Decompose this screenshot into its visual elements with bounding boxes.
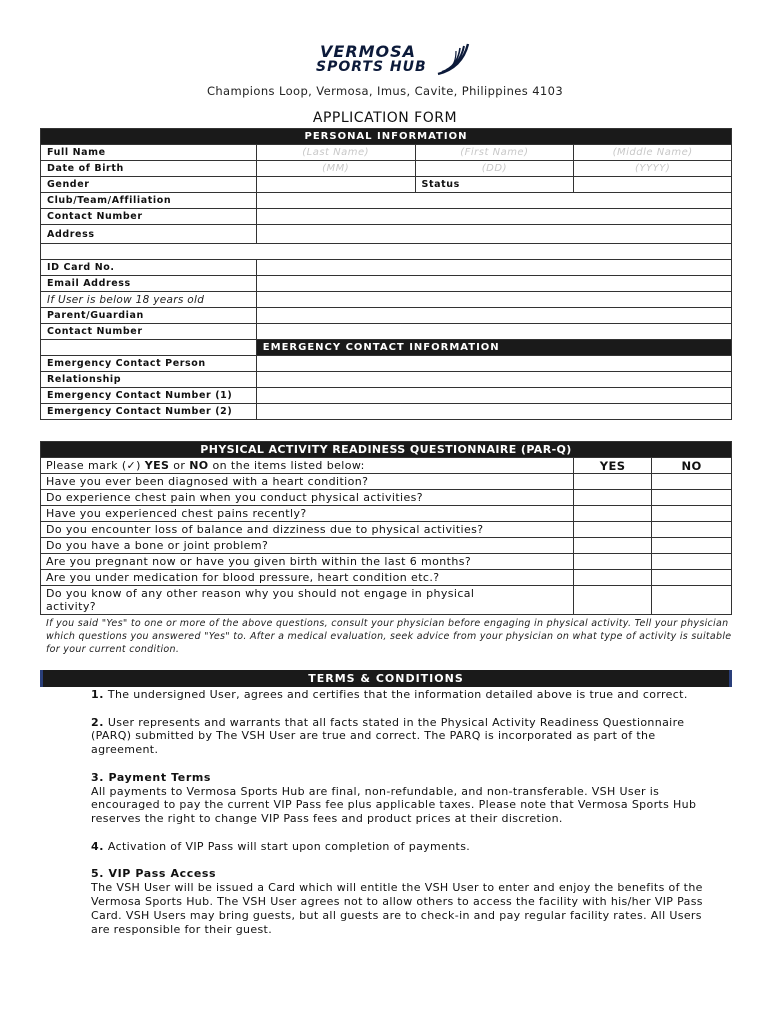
emergency-header-left bbox=[41, 340, 257, 356]
no-checkbox[interactable] bbox=[652, 570, 732, 586]
dob-month-field[interactable]: (MM) bbox=[256, 161, 415, 177]
no-checkbox[interactable] bbox=[652, 490, 732, 506]
yes-column-header: YES bbox=[574, 458, 652, 474]
term-3-title: 3. Payment Terms bbox=[91, 770, 212, 784]
term-5 bbox=[91, 867, 716, 936]
emergency-contact-header: EMERGENCY CONTACT INFORMATION bbox=[256, 340, 731, 356]
last-name-field[interactable]: (Last Name) bbox=[256, 145, 415, 161]
term-3 bbox=[91, 771, 716, 826]
relationship-field[interactable] bbox=[256, 372, 731, 388]
email-field[interactable] bbox=[256, 276, 731, 292]
parq-header: PHYSICAL ACTIVITY READINESS QUESTIONNAIRE (PAR-Q) bbox=[41, 442, 732, 458]
yes-checkbox[interactable] bbox=[574, 490, 652, 506]
full-name-label: Full Name bbox=[41, 145, 257, 161]
term-4-text: Activation of VIP Pass will start upon completion of payments. bbox=[104, 839, 471, 853]
term-4 bbox=[91, 840, 716, 854]
middle-name-field[interactable]: (Middle Name) bbox=[574, 145, 732, 161]
parq-table bbox=[40, 441, 732, 615]
yes-checkbox[interactable] bbox=[574, 586, 652, 615]
club-label: Club/Team/Affiliation bbox=[41, 193, 257, 209]
address-line: Champions Loop, Vermosa, Imus, Cavite, Philippines 4103 bbox=[206, 84, 564, 98]
terms-body bbox=[91, 688, 716, 950]
personal-information-table bbox=[40, 128, 732, 420]
parq-question: Do experience chest pain when you conduct physical activities? bbox=[41, 490, 574, 506]
contact-number-label: Contact Number bbox=[41, 209, 257, 225]
address-field-line2[interactable] bbox=[41, 244, 732, 260]
status-label: Status bbox=[415, 177, 574, 193]
gender-label: Gender bbox=[41, 177, 257, 193]
instruction-yes: YES bbox=[144, 459, 170, 472]
yes-checkbox[interactable] bbox=[574, 506, 652, 522]
parq-note: If you said "Yes" to one or more of the above questions, consult your physician before engaging in physical activity. Tell your physician which questions you answered "Yes" to. After a medical evaluation, seek advice from your physician on what type of activity is suitable for your current condition. bbox=[46, 618, 732, 655]
address-label: Address bbox=[41, 225, 257, 244]
term-1-text: The undersigned User, agrees and certifies that the information detailed above is true and correct. bbox=[104, 688, 688, 701]
relationship-label: Relationship bbox=[41, 372, 257, 388]
instruction-pre: Please mark (✓) bbox=[46, 459, 145, 472]
parent-guardian-field[interactable] bbox=[256, 308, 731, 324]
yes-checkbox[interactable] bbox=[574, 538, 652, 554]
personal-information-header: PERSONAL INFORMATION bbox=[41, 129, 732, 145]
yes-checkbox[interactable] bbox=[574, 474, 652, 490]
logo-line1: VERMOSA bbox=[320, 42, 417, 61]
emergency-number2-label: Emergency Contact Number (2) bbox=[41, 404, 257, 420]
dob-year-field[interactable]: (YYYY) bbox=[574, 161, 732, 177]
no-column-header: NO bbox=[652, 458, 732, 474]
contact-number-field[interactable] bbox=[256, 209, 731, 225]
gender-field[interactable] bbox=[256, 177, 415, 193]
parq-question: Have you ever been diagnosed with a heart condition? bbox=[41, 474, 574, 490]
term-3-text: All payments to Vermosa Sports Hub are final, non-refundable, and non-transferable. VSH User is encouraged to pay the current VIP Pass fee plus applicable taxes. Please note that Vermosa Sports Hub reserves the right to change VIP Pass fees and product prices at their discretion. bbox=[91, 784, 697, 826]
term-5-title: 5. VIP Pass Access bbox=[91, 867, 217, 881]
term-2-number: 2. bbox=[91, 715, 105, 729]
yes-checkbox[interactable] bbox=[574, 522, 652, 538]
status-field[interactable] bbox=[574, 177, 732, 193]
address-field-line1[interactable] bbox=[256, 225, 731, 244]
emergency-number1-label: Emergency Contact Number (1) bbox=[41, 388, 257, 404]
term-5-text: The VSH User will be issued a Card which will entitle the VSH User to enter and enjoy the benefits of the Vermosa Sports Hub. The VSH User agrees not to allow others to access the facility with his/her VIP Pass Card. VSH Users may bring guests, but all guests are to check-in and pay regular facility rates. All Users are responsible for their guest. bbox=[91, 881, 703, 936]
term-4-number: 4. bbox=[91, 839, 105, 853]
parq-question: Do you encounter loss of balance and dizziness due to physical activities? bbox=[41, 522, 574, 538]
parent-contact-label: Contact Number bbox=[41, 324, 257, 340]
parq-question: Have you experienced chest pains recently? bbox=[41, 506, 574, 522]
terms-header: TERMS & CONDITIONS bbox=[40, 670, 732, 687]
term-2-text: User represents and warrants that all facts stated in the Physical Activity Readiness Questionnaire (PARQ) submitted by The VSH User are true and correct. The PARQ is incorporated as part of the agreement. bbox=[91, 715, 685, 757]
logo-line2: SPORTS HUB bbox=[316, 59, 427, 75]
emergency-person-label: Emergency Contact Person bbox=[41, 356, 257, 372]
no-checkbox[interactable] bbox=[652, 554, 732, 570]
id-card-label: ID Card No. bbox=[41, 260, 257, 276]
dob-day-field[interactable]: (DD) bbox=[415, 161, 574, 177]
no-checkbox[interactable] bbox=[652, 586, 732, 615]
term-1-number: 1. bbox=[91, 688, 105, 701]
no-checkbox[interactable] bbox=[652, 522, 732, 538]
id-card-field[interactable] bbox=[256, 260, 731, 276]
no-checkbox[interactable] bbox=[652, 506, 732, 522]
parq-question: Do you know of any other reason why you should not engage in physical activity? bbox=[41, 586, 574, 615]
instruction-mid: or bbox=[169, 459, 190, 472]
yes-checkbox[interactable] bbox=[574, 554, 652, 570]
term-2 bbox=[91, 716, 716, 757]
term-1 bbox=[91, 688, 716, 702]
parq-question: Are you pregnant now or have you given birth within the last 6 months? bbox=[41, 554, 574, 570]
emergency-person-field[interactable] bbox=[256, 356, 731, 372]
date-of-birth-label: Date of Birth bbox=[41, 161, 257, 177]
yes-checkbox[interactable] bbox=[574, 570, 652, 586]
parq-question: Are you under medication for blood pressure, heart condition etc.? bbox=[41, 570, 574, 586]
swoosh-icon bbox=[434, 38, 474, 78]
email-label: Email Address bbox=[41, 276, 257, 292]
form-title: APPLICATION FORM bbox=[312, 110, 458, 126]
club-field[interactable] bbox=[256, 193, 731, 209]
minor-note: If User is below 18 years old bbox=[41, 292, 257, 308]
no-checkbox[interactable] bbox=[652, 474, 732, 490]
parent-guardian-label: Parent/Guardian bbox=[41, 308, 257, 324]
parent-contact-field[interactable] bbox=[256, 324, 731, 340]
emergency-number1-field[interactable] bbox=[256, 388, 731, 404]
emergency-number2-field[interactable] bbox=[256, 404, 731, 420]
instruction-post: on the items listed below: bbox=[208, 459, 365, 472]
instruction-no: NO bbox=[189, 459, 209, 472]
first-name-field[interactable]: (First Name) bbox=[415, 145, 574, 161]
parq-question: Do you have a bone or joint problem? bbox=[41, 538, 574, 554]
vermosa-sports-hub-logo bbox=[316, 38, 476, 80]
no-checkbox[interactable] bbox=[652, 538, 732, 554]
parq-instruction bbox=[41, 458, 574, 474]
minor-blank bbox=[256, 292, 731, 308]
